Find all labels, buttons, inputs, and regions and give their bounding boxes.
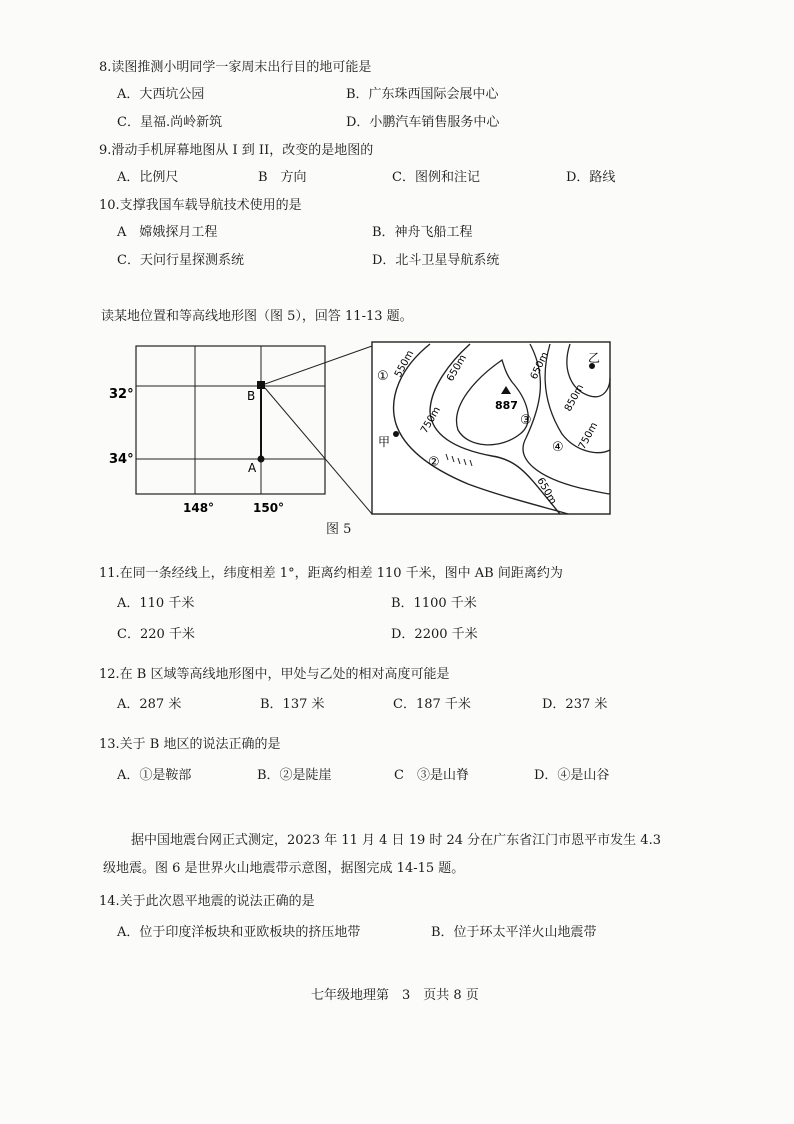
question-13-option-d[interactable]: D．④是山谷 bbox=[534, 768, 610, 783]
question-11-option-b[interactable]: B．1100 千米 bbox=[391, 596, 477, 611]
question-8-option-a[interactable]: A．大西坑公园 bbox=[117, 87, 205, 102]
question-9-option-a[interactable]: A．比例尺 bbox=[117, 170, 179, 185]
contour-label-650-west: 650m bbox=[445, 353, 470, 384]
longitude-label-150: 150° bbox=[253, 501, 285, 515]
question-12-option-c[interactable]: C．187 千米 bbox=[393, 697, 471, 712]
intro-questions-14-15-line-1: 据中国地震台网正式测定，2023 年 11 月 4 日 19 时 24 分在广东省江门市恩平市发生 4.3 bbox=[131, 833, 661, 848]
intro-questions-14-15-line-2: 级地震。图 6 是世界火山地震带示意图，据图完成 14-15 题。 bbox=[103, 861, 465, 876]
question-12-stem: 12.在 B 区域等高线地形图中，甲处与乙处的相对高度可能是 bbox=[99, 667, 450, 682]
question-13-stem: 13.关于 B 地区的说法正确的是 bbox=[99, 737, 281, 752]
place-yi-label: 乙 bbox=[588, 351, 601, 365]
question-10-option-a[interactable]: A 嫦娥探月工程 bbox=[117, 225, 218, 240]
question-9-stem: 9.滑动手机屏幕地图从 I 到 II，改变的是地图的 bbox=[99, 143, 374, 158]
point-b-marker bbox=[257, 381, 265, 389]
marker-4: ④ bbox=[552, 440, 564, 455]
question-12-option-d[interactable]: D．237 米 bbox=[542, 697, 608, 712]
figure-5 bbox=[100, 338, 620, 518]
intro-questions-11-13: 读某地位置和等高线地形图（图 5），回答 11-13 题。 bbox=[101, 309, 413, 324]
question-12-option-b[interactable]: B．137 米 bbox=[260, 697, 325, 712]
question-10-stem: 10.支撑我国车载导航技术使用的是 bbox=[99, 198, 302, 213]
contour-label-550: 550m bbox=[392, 348, 417, 380]
point-a-marker bbox=[258, 456, 265, 463]
contour-label-750-inner: 750m bbox=[419, 405, 444, 436]
question-13-option-a[interactable]: A．①是鞍部 bbox=[117, 768, 192, 783]
contour-label-850: 850m bbox=[562, 382, 587, 414]
question-11-option-d[interactable]: D．2200 千米 bbox=[391, 627, 478, 642]
location-grid-map bbox=[136, 346, 325, 494]
question-10-option-b[interactable]: B．神舟飞船工程 bbox=[372, 225, 473, 240]
contour-label-650-middle: 650m bbox=[528, 350, 551, 382]
question-14-stem: 14.关于此次恩平地震的说法正确的是 bbox=[99, 894, 315, 909]
point-a-label: A bbox=[248, 461, 257, 475]
question-9-option-d[interactable]: D．路线 bbox=[566, 170, 616, 185]
figure-5-caption: 图 5 bbox=[326, 522, 352, 537]
question-8-option-b[interactable]: B．广东珠西国际会展中心 bbox=[346, 87, 499, 102]
question-9-option-c[interactable]: C．图例和注记 bbox=[392, 170, 480, 185]
question-11-stem: 11.在同一条经线上，纬度相差 1°，距离约相差 110 千米，图中 AB 间距离约为 bbox=[99, 566, 563, 581]
marker-1: ① bbox=[377, 369, 389, 384]
question-11-option-a[interactable]: A．110 千米 bbox=[117, 596, 195, 611]
point-b-label: B bbox=[247, 389, 256, 403]
peak-elevation-label: 887 bbox=[495, 399, 518, 412]
question-14-option-b[interactable]: B．位于环太平洋火山地震带 bbox=[431, 925, 597, 940]
question-12-option-a[interactable]: A．287 米 bbox=[117, 697, 182, 712]
question-10-option-c[interactable]: C．天问行星探测系统 bbox=[117, 253, 244, 268]
contour-label-650-south: 650m bbox=[534, 476, 559, 507]
place-jia-label: 甲 bbox=[378, 435, 391, 449]
question-13-option-c[interactable]: C ③是山脊 bbox=[394, 768, 469, 783]
question-11-option-c[interactable]: C．220 千米 bbox=[117, 627, 195, 642]
question-10-option-d[interactable]: D．北斗卫星导航系统 bbox=[372, 253, 500, 268]
longitude-label-148: 148° bbox=[183, 501, 215, 515]
marker-3: ③ bbox=[520, 413, 532, 428]
latitude-label-34: 34° bbox=[109, 452, 134, 467]
question-8-stem: 8.读图推测小明同学一家周末出行目的地可能是 bbox=[99, 60, 372, 75]
marker-2: ② bbox=[428, 455, 440, 470]
question-9-option-b[interactable]: B 方向 bbox=[258, 170, 307, 185]
question-8-option-d[interactable]: D．小鹏汽车销售服务中心 bbox=[346, 115, 500, 130]
page-footer: 七年级地理第 3 页共 8 页 bbox=[311, 988, 479, 1003]
question-14-option-a[interactable]: A．位于印度洋板块和亚欧板块的挤压地带 bbox=[117, 925, 361, 940]
contour-label-750-right: 750m bbox=[576, 420, 601, 452]
question-13-option-b[interactable]: B．②是陡崖 bbox=[257, 768, 332, 783]
question-8-option-c[interactable]: C．星福.尚岭新筑 bbox=[117, 115, 223, 130]
latitude-label-32: 32° bbox=[109, 387, 134, 402]
